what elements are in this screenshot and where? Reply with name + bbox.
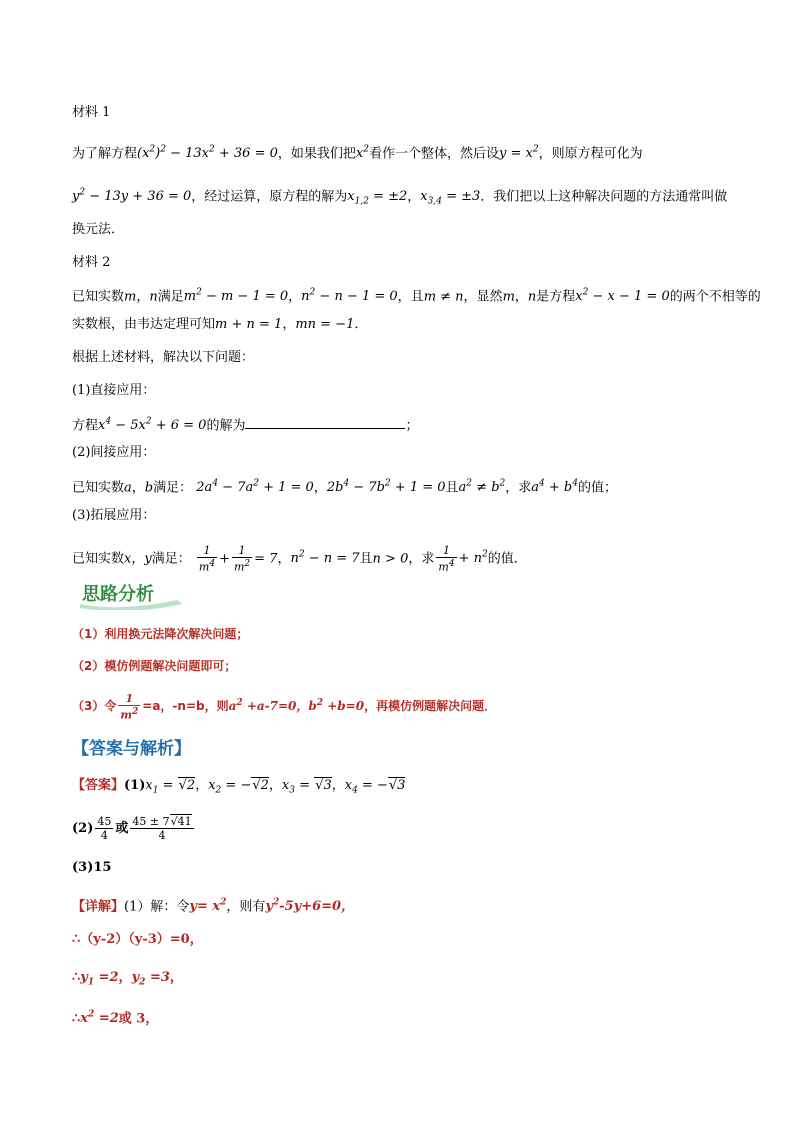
material1-line2: $y^2 - 13y + 36 = 0$，经过运算，原方程的解为$x_{1,2} = \pm 2$，$x_{3,4} = \pm 3$．我们把以上这种解决问题的方法通常叫做 <box>72 188 728 207</box>
detail-line3: $\therefore y_1 =2$，$y_2 =3$， <box>72 970 183 988</box>
answer-x1: $x_1 = √2$ <box>145 778 196 796</box>
frac-1-m2: $\frac{1}{m^2}$ <box>233 544 251 574</box>
q1-text-b: 的解为 <box>206 418 246 434</box>
answer-label: 【答案】 <box>72 778 125 793</box>
thought-p2: （2）模仿例题解决问题即可； <box>72 659 237 673</box>
eq-x: $x^2 - x - 1 = 0$ <box>575 288 670 305</box>
detail-line4 <box>72 1005 158 1029</box>
answer-section-title: 【答案与解析】 <box>72 739 191 759</box>
thought-analysis-logo <box>78 578 188 610</box>
material2-line1-c: ，且 <box>397 289 424 305</box>
detail-d4-a: ∴ <box>72 1011 81 1027</box>
detail-d1-b: ，则有 <box>226 899 266 915</box>
material1-heading: 材料 1 <box>72 105 111 120</box>
material1-line2-mid: ，经过运算，原方程的解为 <box>191 189 348 205</box>
detail-y2: $y_2 =3$ <box>131 970 170 988</box>
q2-target: $a^4 + b^4$ <box>531 479 578 496</box>
detail-line2: ∴（y-2）（y-3）=0， <box>72 932 203 947</box>
material1-line1-prefix: 为了解方程 <box>72 146 138 162</box>
thought-p1: （1）利用换元法降次解决问题； <box>72 627 249 641</box>
equation-in-y: $y^2 - 13y + 36 = 0$ <box>72 188 192 205</box>
answer-line3: (3)15 <box>72 860 112 875</box>
q3-text: 已知实数x，y满足： $\frac{1}{m^4}$ + $\frac{1}{m^2}$ = 7，$n^2 - n = 7$且n > 0，求 $\frac{1}{m^4}$ + $n^2$的值． <box>72 544 527 574</box>
material2-line1-b: 满足 <box>157 289 184 305</box>
m-neq-n: m ≠ n <box>423 289 464 305</box>
solution-x12: $x_{1,2} = \pm 2$ <box>347 189 408 207</box>
x-squared: $x^2$ <box>355 145 369 162</box>
material2-heading: 材料 2 <box>72 255 111 270</box>
equation-original: $(x^2)^2 - 13x^2 + 36 = 0$ <box>137 145 278 162</box>
q2-text-b: 满足： <box>153 480 193 496</box>
answer-blank[interactable] <box>245 414 405 429</box>
answer-x3: $x_3 = √3$ <box>281 778 332 796</box>
answer-a2-or: 或 <box>115 821 129 836</box>
q1-label: (1)直接应用： <box>72 383 156 398</box>
q3-eq-n: $n^2 - n = 7$ <box>290 550 360 567</box>
q1-text <box>72 412 418 436</box>
q2-end: 的值； <box>577 480 617 496</box>
material1-line1-mid1: ，如果我们把 <box>277 146 356 162</box>
detail-eq-y: $y^2-5y+6=0$， <box>265 898 355 915</box>
q2-label: (2)间接应用： <box>72 445 156 460</box>
q3-cond: n > 0 <box>372 551 409 567</box>
material2-line2-end: ． <box>354 317 368 332</box>
q3-label: (3)拓展应用： <box>72 508 156 523</box>
answer-frac-45-4: $\frac{45}{4}$ <box>97 815 112 842</box>
q3-text-c: 且 <box>359 551 373 567</box>
vieta-sum: m + n = 1 <box>215 317 283 332</box>
detail-d4-b: 或 3， <box>118 1011 159 1027</box>
question-intro: 根据上述材料，解决以下问题： <box>72 350 255 365</box>
thought-logo-text: 思路分析 <box>82 584 154 605</box>
detail-d1-a: (1）解：令 <box>124 899 190 915</box>
answer-frac-pm: $\frac{45 \pm 7√41}{4}$ <box>132 815 192 842</box>
detail-label: 【详解】 <box>72 899 125 915</box>
eq-n: $n^2 - n - 1 = 0$ <box>301 288 398 305</box>
material2-line1-e: 是方程 <box>536 289 576 305</box>
material2-line2: 实数根，由韦达定理可知m + n = 1，mn = −1． <box>72 317 368 332</box>
answer-a1-prefix: (1) <box>124 778 146 793</box>
eq-m: $m^2 - m - 1 = 0$ <box>183 288 289 305</box>
material2-line2-prefix: 实数根，由韦达定理可知 <box>72 317 216 332</box>
detail-line1 <box>72 893 354 917</box>
q1-text-a: 方程 <box>72 418 99 434</box>
q2-text-d: ，求 <box>505 480 532 496</box>
thought-p3-c: ，再模仿例题解决问题． <box>364 699 497 713</box>
material1-line2-end: ．我们把以上这种解决问题的方法通常叫做 <box>480 189 728 205</box>
detail-sub: $y= x^2$ <box>189 898 227 915</box>
material1-line1-mid2: 看作一个整体，然后设 <box>368 146 499 162</box>
thought-p3 <box>72 688 496 721</box>
answer-line2 <box>72 813 196 845</box>
detail-x2-eq: $x^2 =2$ <box>80 1010 119 1027</box>
q2-cond: $a^2 \ne b^2$ <box>458 479 506 496</box>
q1-end: ； <box>405 418 419 434</box>
q2-text-a: 已知实数 <box>72 480 125 496</box>
q3-target-tail: + $n^2$ <box>458 550 488 567</box>
material1-line3: 换元法． <box>72 222 125 237</box>
thought-frac: $\frac{1}{m^2}$ <box>120 691 139 722</box>
thought-p3-a: （3）令 <box>72 699 117 713</box>
material1-line1 <box>72 140 643 164</box>
material2-line1: 已知实数m，n满足$m^2 - m - 1 = 0$，$n^2 - n - 1 = 0$，且m ≠ n，显然m，n是方程$x^2 - x - 1 = 0$的两个不相等的 <box>72 288 761 305</box>
answer-a2-prefix: (2) <box>72 821 94 836</box>
thought-eq-a: $a^2 +a-7=0$，$b^2 +b=0$ <box>228 698 365 713</box>
detail-d3: ， <box>169 970 183 985</box>
q3-end: 的值． <box>487 551 527 567</box>
frac-1-m4: $\frac{1}{m^4}$ <box>198 544 216 574</box>
answer-line1: 【答案】$(1)x_1 = √2$，$x_2 = -√2$，$x_3 = √3$，$x_4 = -√3$ <box>72 778 406 796</box>
q2-text-c: 且 <box>445 480 459 496</box>
frac-target: $\frac{1}{m^4}$ <box>438 544 455 574</box>
material2-line1-prefix: 已知实数 <box>72 289 125 305</box>
q3-text-a: 已知实数 <box>72 551 125 567</box>
q3-text-d: ，求 <box>408 551 435 567</box>
solution-x34: $x_{3,4} = \pm 3$ <box>420 189 481 207</box>
q1-equation: $x^4 - 5x^2 + 6 = 0$ <box>98 417 207 434</box>
q2-eq-a: $2a^4 - 7a^2 + 1 = 0$ <box>196 479 314 496</box>
material1-line1-end: ，则原方程可化为 <box>538 146 643 162</box>
q2-text: 已知实数a，b满足： $2a^4 - 7a^2 + 1 = 0$，$2b^4 - 7b^2 + 1 = 0$且$a^2 \ne b^2$，求$a^4 + b^4$的值； <box>72 479 617 496</box>
q3-text-b: 满足： <box>151 551 191 567</box>
thought-p3-b: =a，-n=b，则 <box>142 699 229 713</box>
substitution: $y = x^2$ <box>498 145 539 162</box>
vieta-product: mn = −1 <box>295 317 355 332</box>
answer-x4: $x_4 = -√3$ <box>344 778 406 796</box>
material2-line1-end: 的两个不相等的 <box>669 289 761 305</box>
detail-y1: $y_1 =2$ <box>80 970 119 988</box>
answer-x2: $x_2 = -√2$ <box>208 778 269 796</box>
q2-eq-b: $2b^4 - 7b^2 + 1 = 0$ <box>326 479 446 496</box>
material2-line1-d: ，显然 <box>463 289 503 305</box>
